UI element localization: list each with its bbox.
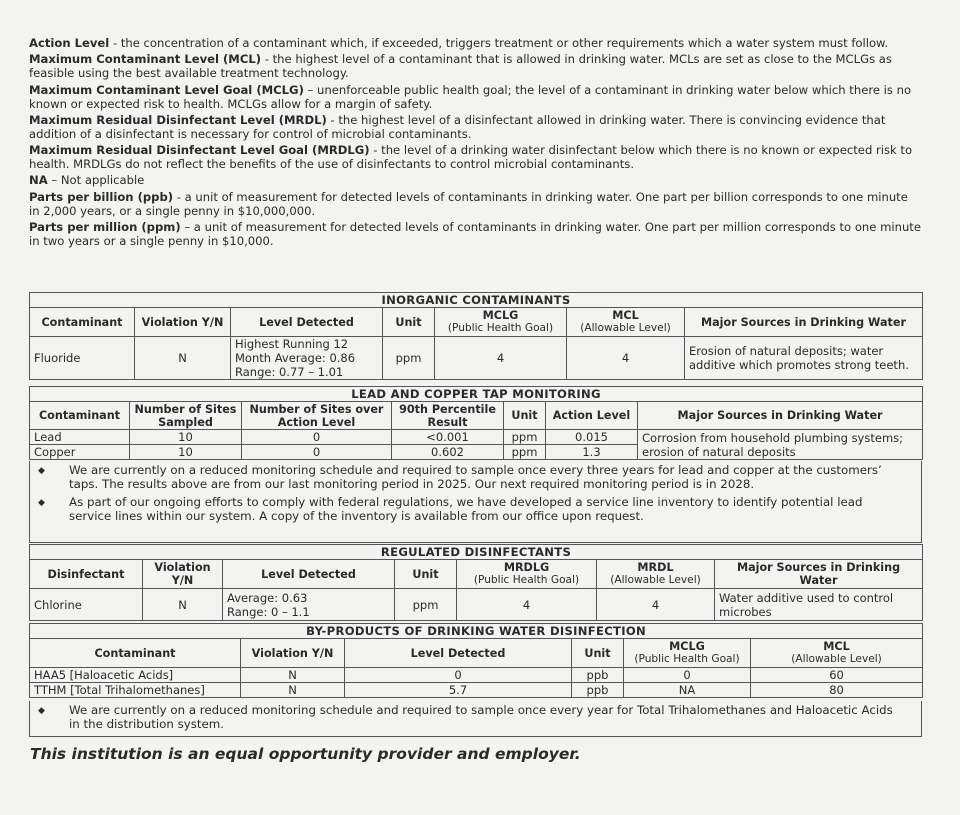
column-header: MRDLG (Public Health Goal) [457,560,597,589]
level-cell: 5.7 [345,683,572,698]
table-header [30,402,923,430]
level-cell: 0 [345,668,572,683]
percentile-cell: 0.602 [392,445,504,460]
list-item: ◆ We are currently on a reduced monitoring schedule and required to sample once every year for Total Trihalomethanes and Haloacetic Acids in the distribution system. [38,703,893,731]
column-header: Violation Y/N [143,560,223,589]
column-header: Disinfectant [30,560,143,589]
column-header: MCL (Allowable Level) [751,639,923,668]
definitions [29,36,921,250]
level-cell: Highest Running 12 Month Average: 0.86 Range: 0.77 – 1.01 [231,337,383,380]
sources-cell: Corrosion from household plumbing systems; erosion of natural deposits [638,430,923,460]
definition: Maximum Contaminant Level Goal (MCLG) – unenforceable public health goal; the level of a contaminant in drinking water below which there is no known or expected risk to health. MCLGs allow for a margin of safety. [29,82,912,111]
lead-copper-table [29,386,923,460]
column-header: MCL (Allowable Level) [567,308,685,337]
percentile-cell: <0.001 [392,430,504,445]
definition: Action Level - the concentration of a contaminant which, if exceeded, triggers treatment or other requirements which a water system must follow. [29,36,889,50]
byproducts-notes [29,701,922,737]
list-item: ◆ We are currently on a reduced monitoring schedule and required to sample once every three years for lead and copper at the customers’ taps. The results above are from our last monitoring period in 2025. Our next required monitoring period is in 2028. [38,463,882,491]
table-row [30,683,923,698]
table-title: LEAD AND COPPER TAP MONITORING [30,387,923,402]
column-header: Action Level [546,402,638,430]
unit-cell: ppb [572,668,624,683]
violation-cell: N [143,589,223,621]
table-row [30,589,923,621]
bullet-icon: ◆ [38,498,45,508]
column-header: Major Sources in Drinking Water [638,402,923,430]
column-header: Violation Y/N [241,639,345,668]
mcl-cell: 4 [567,337,685,380]
column-header: Violation Y/N [135,308,231,337]
unit-cell: ppm [504,430,546,445]
equal-opportunity-statement: This institution is an equal opportunity provider and employer. [30,745,581,763]
table-header [30,560,923,589]
definition: Maximum Contaminant Level (MCL) - the highest level of a contaminant that is allowed in drinking water. MCLs are set as close to the MCLGs as feasible using the best available treatment technology. [29,52,892,81]
mclg-cell: NA [624,683,751,698]
column-header: Contaminant [30,402,130,430]
column-header: Level Detected [223,560,395,589]
column-header: Unit [504,402,546,430]
column-header: Contaminant [30,639,241,668]
column-header: MRDL (Allowable Level) [597,560,715,589]
column-header: Unit [395,560,457,589]
column-header: MCLG (Public Health Goal) [435,308,567,337]
mcl-cell: 80 [751,683,923,698]
table-header [30,308,923,337]
column-header: MCLG (Public Health Goal) [624,639,751,668]
table-row [30,430,923,445]
column-header: Number of Sites Sampled [130,402,242,430]
definition: Maximum Residual Disinfectant Level Goal (MRDLG) - the level of a drinking water disinfectant below which there is no known or expected risk to health. MRDLGs do not reflect the benefits of the use of disinfectants to control microbial contaminants. [29,143,913,172]
definition: Maximum Residual Disinfectant Level (MRDL) - the highest level of a disinfectant allowed in drinking water. There is convincing evidence that addition of a disinfectant is necessary for control of microbial contaminants. [29,112,886,141]
contaminant-cell: Fluoride [30,337,135,380]
sites-cell: 10 [130,445,242,460]
unit-cell: ppb [572,683,624,698]
unit-cell: ppm [504,445,546,460]
violation-cell: N [241,668,345,683]
mrdlg-cell: 4 [457,589,597,621]
table-title: INORGANIC CONTAMINANTS [30,293,923,308]
disinfectants-table [29,544,923,621]
column-header: Level Detected [345,639,572,668]
sites-cell: 10 [130,430,242,445]
violation-cell: N [241,683,345,698]
definition: NA – Not applicable [29,173,145,188]
bullet-icon: ◆ [38,466,45,476]
unit-cell: ppm [395,589,457,621]
column-header: Unit [383,308,435,337]
action-level-cell: 1.3 [546,445,638,460]
contaminant-cell: TTHM [Total Trihalomethanes] [30,683,241,698]
disinfectant-cell: Chlorine [30,589,143,621]
table-header [30,639,923,668]
definition: Parts per billion (ppb) - a unit of measurement for detected levels of contaminants in drinking water. One part per billion corresponds to one minute in 2,000 years, or a single penny in $10,000,000. [29,189,908,218]
table-title: REGULATED DISINFECTANTS [30,545,923,560]
column-header: Major Sources in Drinking Water [715,560,923,589]
column-header: Unit [572,639,624,668]
table-row [30,668,923,683]
sources-cell: Erosion of natural deposits; water additive which promotes strong teeth. [685,337,923,380]
mcl-cell: 60 [751,668,923,683]
level-cell: Average: 0.63 Range: 0 – 1.1 [223,589,395,621]
lead-copper-notes [29,461,922,543]
contaminant-cell: Lead [30,430,130,445]
definition: Parts per million (ppm) – a unit of measurement for detected levels of contaminants in drinking water. One part per million corresponds to one minute in two years or a single penny in $10,000. [29,220,921,249]
table-row [30,337,923,380]
sources-cell: Water additive used to control microbes [715,589,923,621]
contaminant-cell: HAA5 [Haloacetic Acids] [30,668,241,683]
column-header: Level Detected [231,308,383,337]
table-title: BY-PRODUCTS OF DRINKING WATER DISINFECTION [30,624,923,639]
inorganic-table [29,292,923,380]
mclg-cell: 4 [435,337,567,380]
column-header: Major Sources in Drinking Water [685,308,923,337]
bullet-icon: ◆ [38,706,45,716]
column-header: 90th Percentile Result [392,402,504,430]
unit-cell: ppm [383,337,435,380]
action-level-cell: 0.015 [546,430,638,445]
mrdl-cell: 4 [597,589,715,621]
over-cell: 0 [242,445,392,460]
byproducts-table [29,623,923,698]
violation-cell: N [135,337,231,380]
list-item: ◆ As part of our ongoing efforts to comply with federal regulations, we have developed a service line inventory to identify potential lead service lines within our system. A copy of the inventory is available from our office upon request. [38,495,863,523]
over-cell: 0 [242,430,392,445]
column-header: Number of Sites over Action Level [242,402,392,430]
mclg-cell: 0 [624,668,751,683]
contaminant-cell: Copper [30,445,130,460]
column-header: Contaminant [30,308,135,337]
